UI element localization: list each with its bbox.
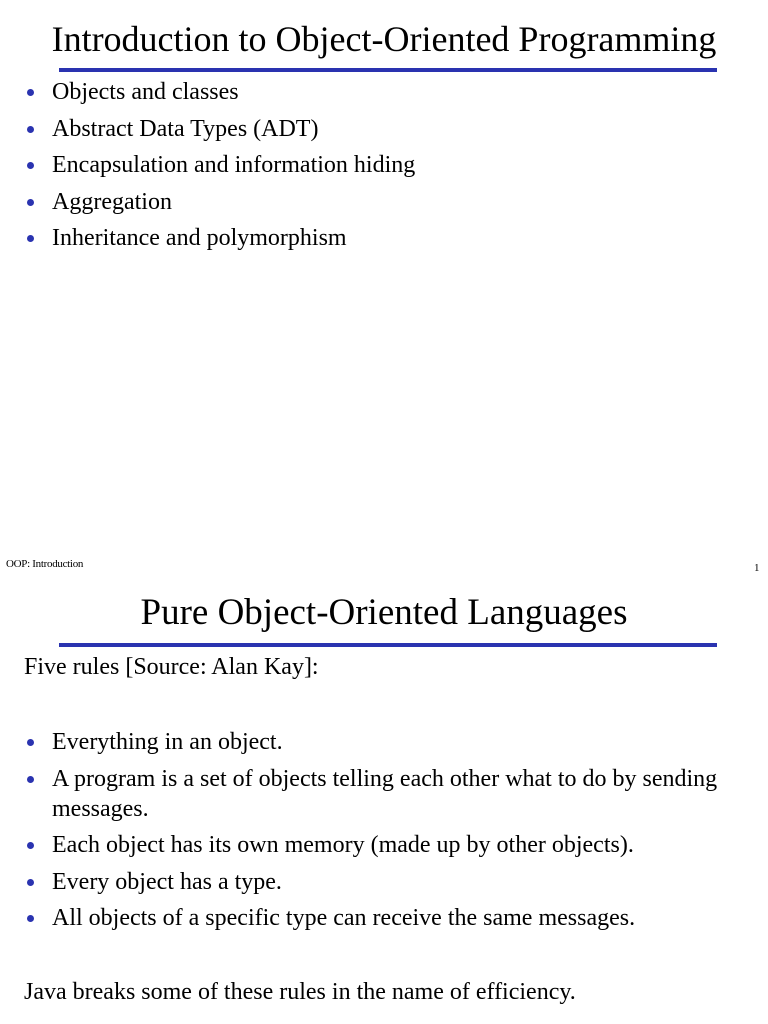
slide-title: Introduction to Object-Oriented Programming (51, 19, 717, 59)
list-item: Aggregation (24, 187, 724, 217)
bullet-icon (27, 739, 34, 746)
bullet-list (24, 77, 724, 260)
list-item: Everything in an object. (24, 727, 724, 757)
bullet-icon (27, 126, 34, 133)
bullet-icon (27, 842, 34, 849)
list-item: A program is a set of objects telling each other what to do by sending messages. (24, 764, 724, 824)
list-item: Abstract Data Types (ADT) (24, 114, 724, 144)
list-item: Inheritance and polymorphism (24, 223, 724, 253)
intro-text: Five rules [Source: Alan Kay]: (24, 654, 319, 680)
bullet-list (24, 727, 724, 940)
bullet-icon (27, 89, 34, 96)
bullet-icon (27, 199, 34, 206)
list-item: Each object has its own memory (made up by other objects). (24, 830, 724, 860)
title-underline (59, 643, 717, 647)
list-item: Objects and classes (24, 77, 724, 107)
slide-2 (0, 575, 768, 1024)
bullet-icon (27, 235, 34, 242)
bullet-icon (27, 915, 34, 922)
slide-title: Pure Object-Oriented Languages (140, 592, 628, 633)
closing-text: Java breaks some of these rules in the name of efficiency. (24, 979, 576, 1005)
list-item: Every object has a type. (24, 867, 724, 897)
bullet-icon (27, 776, 34, 783)
slide-footer: OOP: Introduction (6, 558, 84, 570)
bullet-icon (27, 162, 34, 169)
list-item: All objects of a specific type can receive the same messages. (24, 903, 724, 933)
page-number: 1 (754, 562, 760, 574)
bullet-icon (27, 879, 34, 886)
title-underline (59, 68, 717, 72)
list-item: Encapsulation and information hiding (24, 150, 724, 180)
